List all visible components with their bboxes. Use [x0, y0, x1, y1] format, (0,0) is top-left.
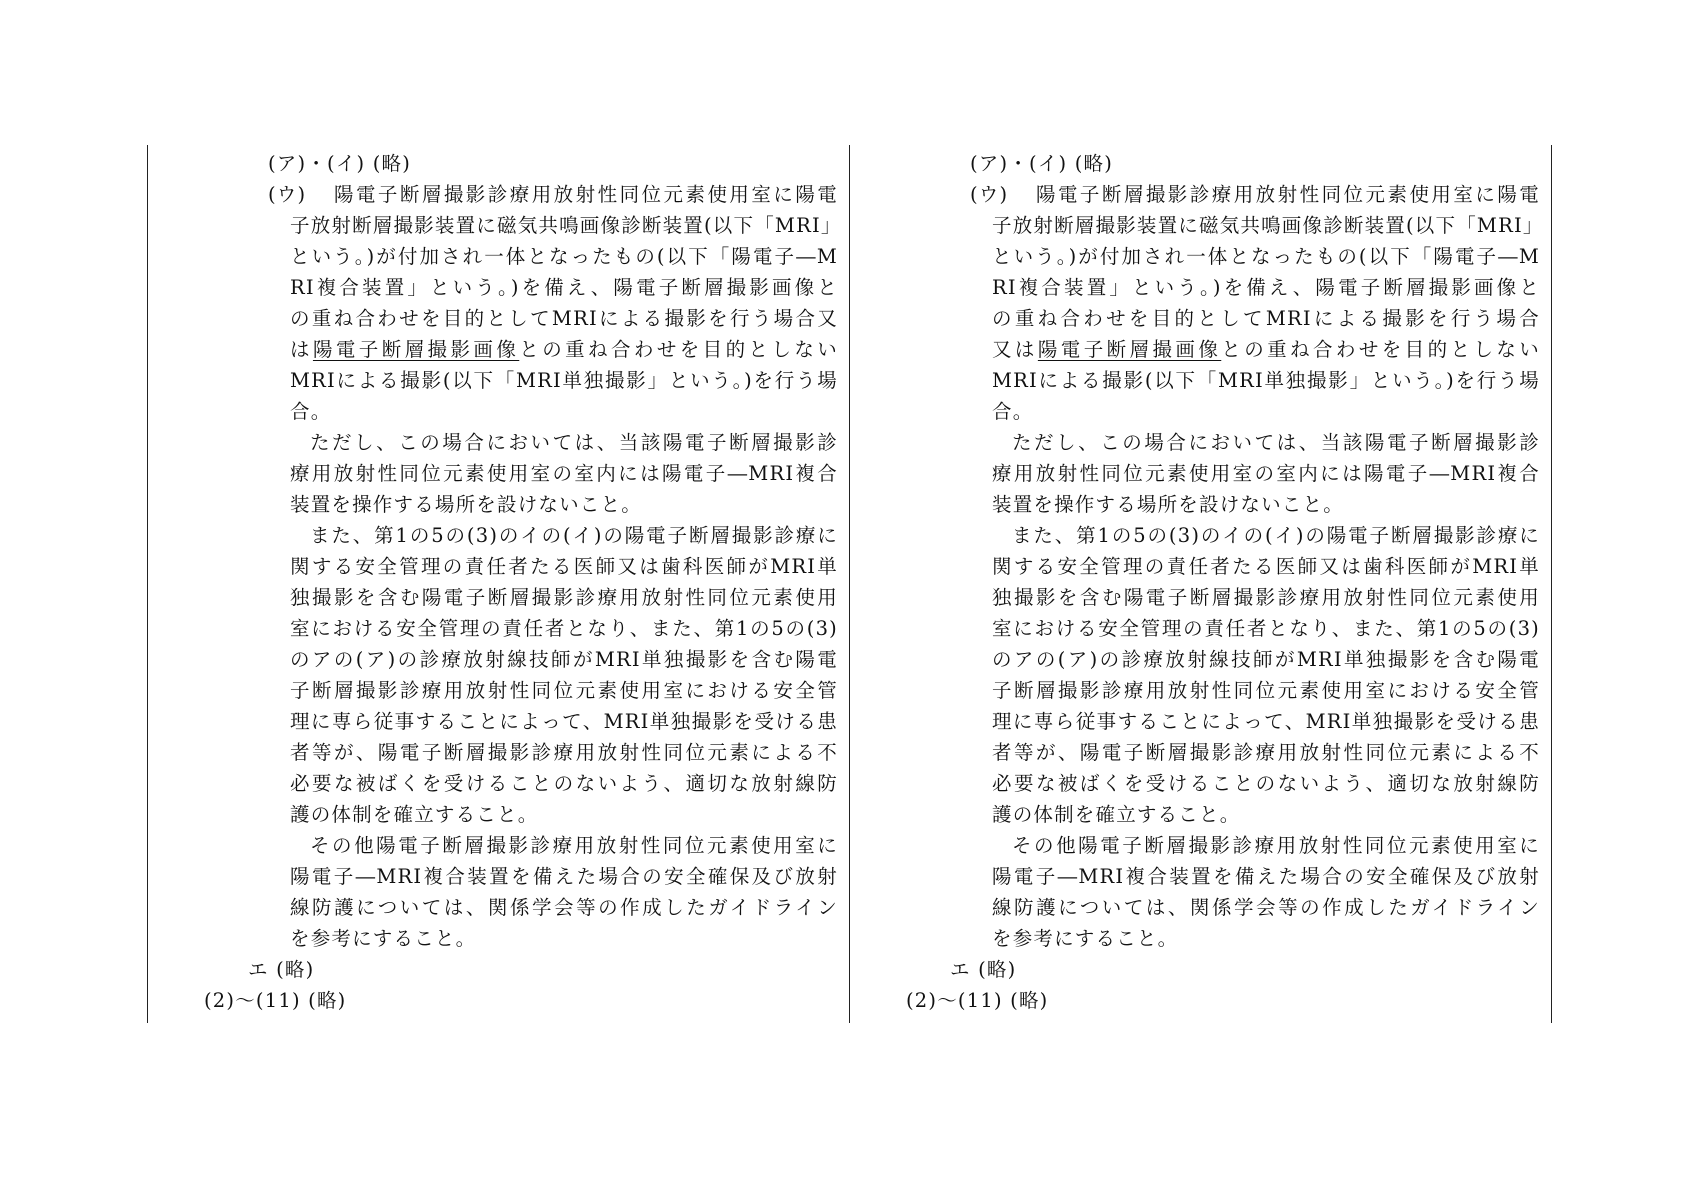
paragraph-2-first-line: また、第1の5の(3)のイの(イ)の陽電子断層撮影診療に: [310, 524, 838, 547]
text-line: のアの(ア)の診療放射線技師がMRI単独撮影を含む陽電: [290, 648, 838, 671]
column-rule-right: [1551, 145, 1552, 1023]
text-line: 室における安全管理の責任者となり、また、第1の5の(3): [290, 617, 838, 640]
text-line: 護の体制を確立すること。: [290, 803, 539, 826]
text-line: を参考にすること。: [290, 927, 477, 950]
text-line: 理に専ら従事することによって、MRI単独撮影を受ける患: [992, 710, 1540, 733]
text-line: の重ね合わせを目的としてMRIによる撮影を行う場合又: [290, 307, 838, 330]
text-line: 装置を操作する場所を設けないこと。: [290, 493, 642, 516]
text-line: 独撮影を含む陽電子断層撮影診療用放射性同位元素使用: [290, 586, 838, 609]
text-pre: は: [290, 338, 313, 361]
text-line: 理に専ら従事することによって、MRI単独撮影を受ける患: [290, 710, 838, 733]
left-column: [148, 148, 848, 1028]
text-line: を参考にすること。: [992, 927, 1179, 950]
underlined-term: 陽電子断層撮画像: [1037, 338, 1222, 361]
item-u-label: (ウ): [268, 183, 307, 206]
text-line: 陽電子―MRI複合装置を備えた場合の安全確保及び放射: [290, 865, 838, 888]
text-line: 療用放射性同位元素使用室の室内には陽電子―MRI複合: [290, 462, 838, 485]
paragraph-2-first-line: また、第1の5の(3)のイの(イ)の陽電子断層撮影診療に: [1012, 524, 1540, 547]
text-line-underlined: [290, 334, 838, 365]
text-line: 必要な被ばくを受けることのないよう、適切な放射線防: [992, 772, 1540, 795]
text-line: 子放射断層撮影装置に磁気共鳴画像診断装置(以下「MRI」: [290, 214, 842, 237]
text-line: の重ね合わせを目的としてMRIによる撮影を行う場合: [992, 307, 1540, 330]
heading-2-11: (2)～(11) (略): [204, 989, 347, 1012]
text-line: RI複合装置」という。)を備え、陽電子断層撮影画像と: [290, 276, 838, 299]
paragraph-1-first-line: ただし、この場合においては、当該陽電子断層撮影診: [1012, 431, 1540, 454]
text-post: との重ね合わせを目的としない: [519, 338, 838, 361]
heading-e: エ (略): [248, 958, 315, 981]
text-line: MRIによる撮影(以下「MRI単独撮影」という。)を行う場: [290, 369, 838, 392]
underlined-term: 陽電子断層撮影画像: [312, 338, 520, 361]
text-line-underlined: [992, 334, 1540, 365]
text-line: 必要な被ばくを受けることのないよう、適切な放射線防: [290, 772, 838, 795]
text-line: 護の体制を確立すること。: [992, 803, 1241, 826]
text-line: 陽電子―MRI複合装置を備えた場合の安全確保及び放射: [992, 865, 1540, 888]
paragraph-3-first-line: その他陽電子断層撮影診療用放射性同位元素使用室に: [1012, 834, 1540, 857]
text-line: 子断層撮影診療用放射性同位元素使用室における安全管: [992, 679, 1540, 702]
text-line: 装置を操作する場所を設けないこと。: [992, 493, 1344, 516]
item-u-label: (ウ): [970, 183, 1009, 206]
text-line: 関する安全管理の責任者たる医師又は歯科医師がMRI単: [290, 555, 838, 578]
text-line: 療用放射性同位元素使用室の室内には陽電子―MRI複合: [992, 462, 1540, 485]
heading-a-i: (ア)・(イ) (略): [970, 152, 1114, 175]
heading-2-11: (2)～(11) (略): [906, 989, 1049, 1012]
paragraph-1-first-line: ただし、この場合においては、当該陽電子断層撮影診: [310, 431, 838, 454]
item-u-first-line: 陽電子断層撮影診療用放射性同位元素使用室に陽電: [334, 183, 838, 206]
text-line: 子放射断層撮影装置に磁気共鳴画像診断装置(以下「MRI」: [992, 214, 1544, 237]
heading-e: エ (略): [950, 958, 1017, 981]
item-u-first-line: 陽電子断層撮影診療用放射性同位元素使用室に陽電: [1036, 183, 1540, 206]
text-pre: 又は: [992, 338, 1038, 361]
text-line: 線防護については、関係学会等の作成したガイドライン: [290, 896, 838, 919]
text-line: のアの(ア)の診療放射線技師がMRI単独撮影を含む陽電: [992, 648, 1540, 671]
text-line: MRIによる撮影(以下「MRI単独撮影」という。)を行う場: [992, 369, 1540, 392]
text-line: という。)が付加され一体となったもの(以下「陽電子―M: [290, 245, 838, 268]
text-line: 合。: [290, 400, 332, 423]
text-line: RI複合装置」という。)を備え、陽電子断層撮影画像と: [992, 276, 1540, 299]
text-line: 者等が、陽電子断層撮影診療用放射性同位元素による不: [290, 741, 838, 764]
text-line: 線防護については、関係学会等の作成したガイドライン: [992, 896, 1540, 919]
text-line: 者等が、陽電子断層撮影診療用放射性同位元素による不: [992, 741, 1540, 764]
text-line: という。)が付加され一体となったもの(以下「陽電子―M: [992, 245, 1540, 268]
text-line: 関する安全管理の責任者たる医師又は歯科医師がMRI単: [992, 555, 1540, 578]
text-line: 独撮影を含む陽電子断層撮影診療用放射性同位元素使用: [992, 586, 1540, 609]
text-line: 合。: [992, 400, 1034, 423]
text-line: 室における安全管理の責任者となり、また、第1の5の(3): [992, 617, 1540, 640]
text-post: との重ね合わせを目的としない: [1221, 338, 1540, 361]
heading-a-i: (ア)・(イ) (略): [268, 152, 412, 175]
right-column: [850, 148, 1550, 1028]
text-line: 子断層撮影診療用放射性同位元素使用室における安全管: [290, 679, 838, 702]
paragraph-3-first-line: その他陽電子断層撮影診療用放射性同位元素使用室に: [310, 834, 838, 857]
